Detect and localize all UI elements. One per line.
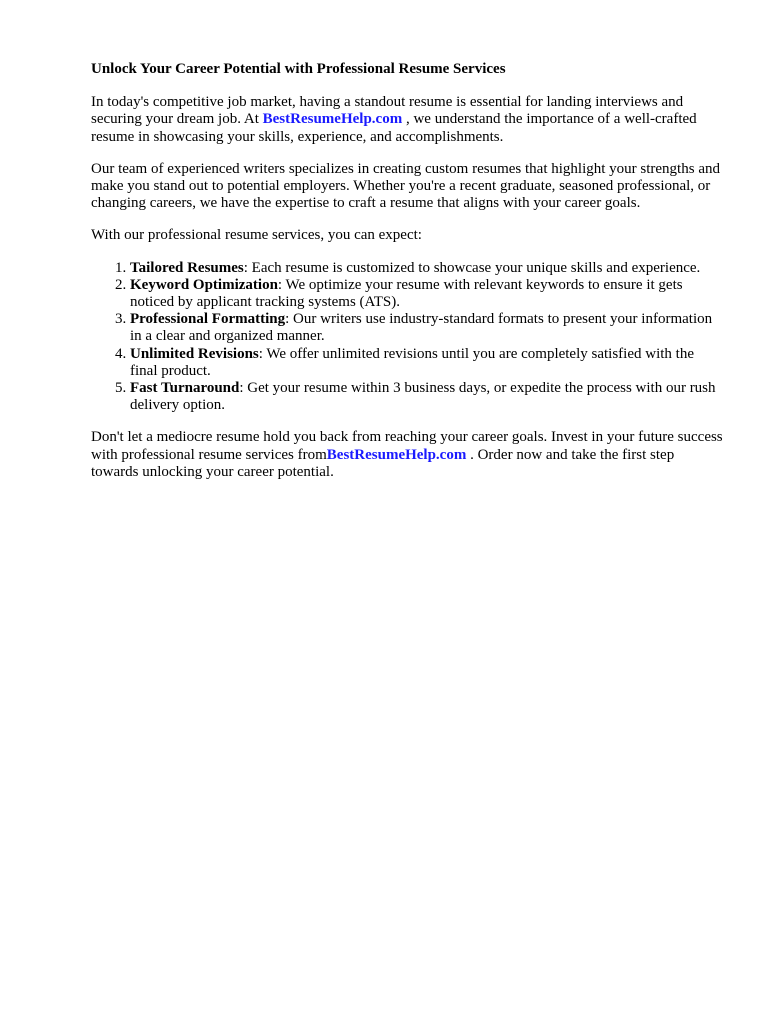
feature-item-fast-turnaround <box>130 380 723 414</box>
feature-term: Unlimited Revisions <box>130 345 259 362</box>
closing-text-after-link: . Order now and take the first step towards unlocking your career potential. <box>91 446 675 480</box>
closing-text-before-link: Don't let a mediocre resume hold you back from reaching your career goals. Invest in your future success with professional resume services from <box>91 429 723 463</box>
intro-paragraph <box>91 94 723 146</box>
feature-item-professional-formatting <box>130 311 723 345</box>
feature-item-unlimited-revisions <box>130 346 723 380</box>
feature-item-tailored-resumes <box>130 260 723 277</box>
feature-text: : Our writers use industry-standard formats to present your information in a clear and organized manner. <box>130 311 713 345</box>
feature-term: Keyword Optimization <box>130 276 278 293</box>
document-title: Unlock Your Career Potential with Professional Resume Services <box>91 61 506 77</box>
intro-text-before-link: In today's competitive job market, having a standout resume is essential for landing interviews and securing your dream job. At <box>91 94 684 128</box>
team-paragraph: Our team of experienced writers specializes in creating custom resumes that highlight your strengths and make you stand out to potential employers. Whether you're a recent graduate, seasoned professional, or changing careers, we have the expertise to craft a resume that aligns with your career goals. <box>91 160 720 212</box>
feature-text: : We offer unlimited revisions until you are completely satisfied with the final product. <box>130 345 694 379</box>
feature-term: Professional Formatting <box>130 311 286 328</box>
intro-site-link[interactable]: BestResumeHelp.com <box>262 111 403 128</box>
feature-term: Tailored Resumes <box>130 259 244 276</box>
feature-text: : We optimize your resume with relevant keywords to ensure it gets noticed by applicant tracking systems (ATS). <box>130 276 683 311</box>
intro-text-after-link: , we understand the importance of a well-crafted resume in showcasing your skills, experience, and accomplishments. <box>91 111 697 145</box>
features-list <box>91 260 723 415</box>
closing-paragraph <box>91 429 723 481</box>
closing-site-link[interactable]: BestResumeHelp.com <box>326 446 467 463</box>
feature-text: : Get your resume within 3 business days, or expedite the process with our rush delivery option. <box>130 380 716 414</box>
expect-intro-paragraph: With our professional resume services, you can expect: <box>91 227 422 244</box>
feature-item-keyword-optimization <box>130 277 723 311</box>
document-page <box>91 61 723 496</box>
feature-term: Fast Turnaround <box>130 380 240 397</box>
feature-text: : Each resume is customized to showcase your unique skills and experience. <box>243 259 701 276</box>
